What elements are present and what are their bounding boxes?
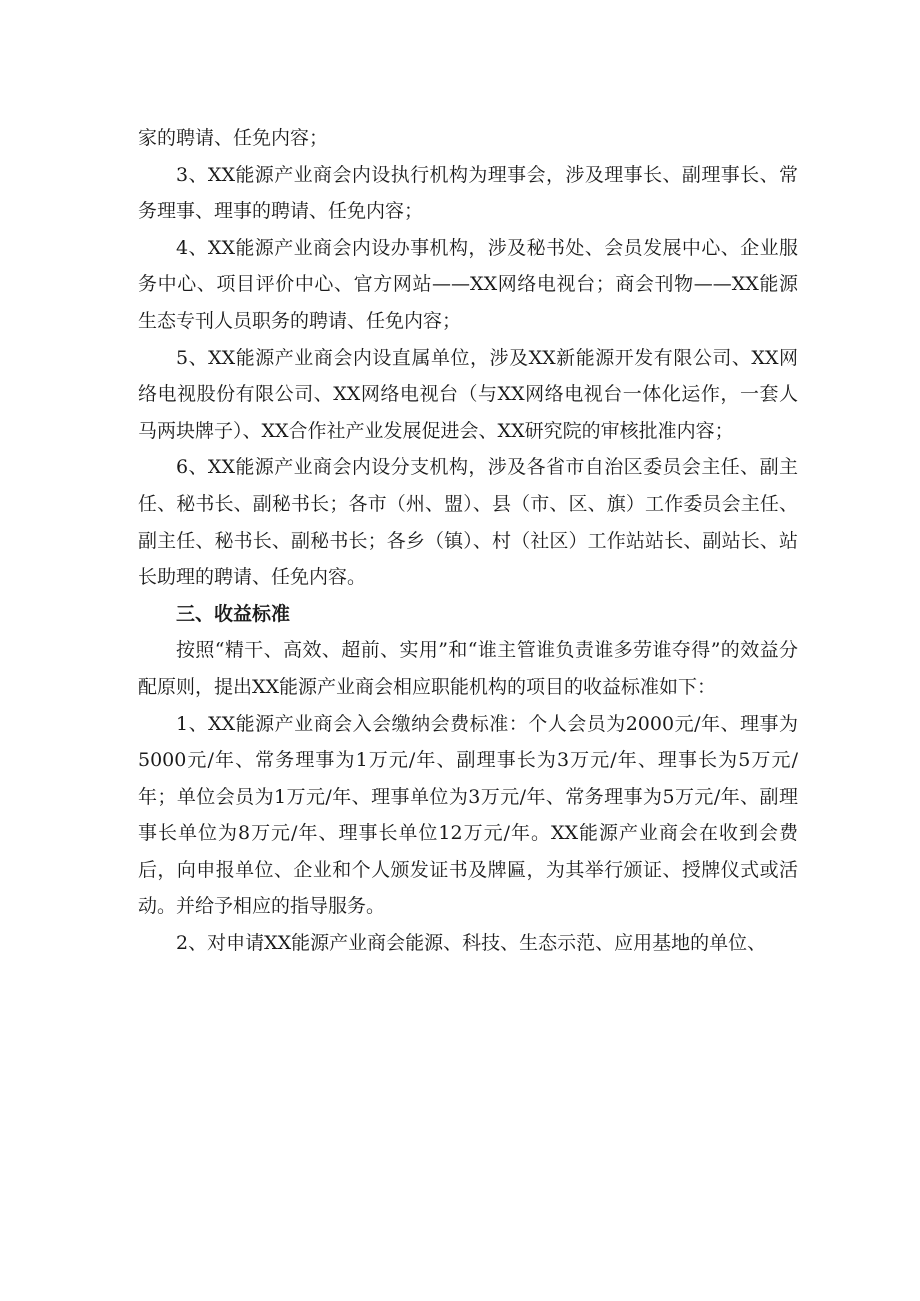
paragraph-base-application: 2、对申请XX能源产业商会能源、科技、生态示范、应用基地的单位、 bbox=[176, 932, 767, 955]
paragraph-item-6: 6、XX能源产业商会内设分支机构，涉及各省市自治区委员会主任、副主任、秘书长、副秘书长；各市（州、盟）、县（市、区、旗）工作委员会主任、副主任、秘书长、副秘书长；各乡（镇）、村（社区）工作站站长、副站长、站长助理的聘请、任免内容。 bbox=[138, 456, 798, 589]
paragraph-item-4: 4、XX能源产业商会内设办事机构，涉及秘书处、会员发展中心、企业服务中心、项目评价中心、官方网站——XX网络电视台；商会刊物——XX能源生态专刊人员职务的聘请、任免内容； bbox=[138, 236, 798, 332]
paragraph-principle: 按照“精干、高效、超前、实用”和“谁主管谁负责谁多劳谁夺得”的效益分配原则，提出XX能源产业商会相应职能机构的项目的收益标准如下： bbox=[138, 639, 798, 698]
paragraph-item-3: 3、XX能源产业商会内设执行机构为理事会，涉及理事长、副理事长、常务理事、理事的聘请、任免内容； bbox=[138, 163, 798, 223]
paragraph-item-5: 5、XX能源产业商会内设直属单位，涉及XX新能源开发有限公司、XX网络电视股份有限公司、XX网络电视台（与XX网络电视台一体化运作，一套人马两块牌子）、XX合作社产业发展促进会、XX研究院的审核批准内容； bbox=[138, 346, 798, 442]
paragraph-continuation: 家的聘请、任免内容； bbox=[138, 127, 329, 149]
paragraph-fee-standard: 1、XX能源产业商会入会缴纳会费标准：个人会员为2000元/年、理事为5000元/年、常务理事为1万元/年、副理事长为3万元/年、理事长为5万元/年；单位会员为1万元/年、理事单位为3万元/年、常务理事为5万元/年、副理事长单位为8万元/年、理事长单位12万元/年。XX能源产业商会在收到会费后，向申报单位、企业和个人颁发证书及牌匾，为其举行颁证、授牌仪式或活动。并给予相应的指导服务。 bbox=[138, 712, 798, 918]
section-heading-revenue-standard: 三、收益标准 bbox=[176, 602, 291, 625]
document-body bbox=[138, 120, 798, 962]
